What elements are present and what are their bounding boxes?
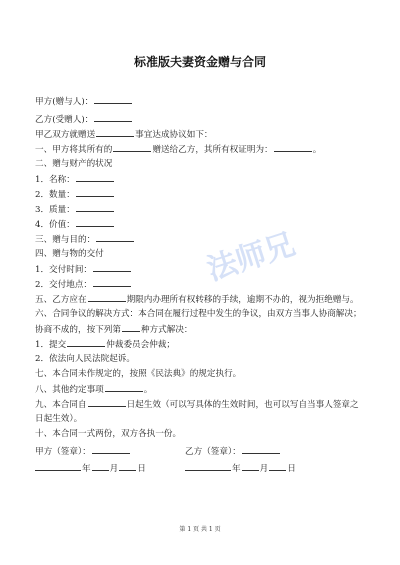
year-label: 年 [82, 464, 91, 474]
clause-8-text-after: 。 [143, 385, 153, 395]
clause-9-text-continued: 日起生效）。 [35, 414, 83, 424]
clause-2-item-label: 1．名称： [35, 175, 75, 185]
option-1-text-before: 1．提交 [35, 340, 67, 350]
fill-in-blank [76, 202, 114, 212]
fill-in-blank [94, 94, 132, 104]
fill-in-blank [93, 262, 131, 272]
document-title: 标准版夫妻资金赠与合同 [133, 55, 266, 69]
clause-7 [35, 367, 380, 382]
intro-text-after: 事宜达成协议如下： [135, 130, 213, 140]
party-b-signature-label: 乙方（签章）： [185, 447, 241, 457]
year-label: 年 [232, 464, 241, 474]
intro-line [35, 127, 380, 142]
option-2-text: 2．依法向人民法院起诉。 [35, 354, 135, 364]
clause-2-item [35, 202, 380, 217]
clause-1-text-middle: 赠送给乙方，其所有权证明为： [152, 145, 273, 155]
party-b-date [185, 461, 335, 476]
clause-1-text-before: 一、甲方将其所有的 [35, 145, 113, 155]
clause-9-text-after: 日起生效（可以写具体的生效时间，也可以写自当事人签章之 [126, 400, 359, 410]
fill-in-blank [92, 444, 130, 454]
clause-8 [35, 382, 380, 397]
party-a-line [35, 94, 380, 109]
month-label: 月 [109, 464, 119, 474]
fill-in-blank [88, 292, 126, 302]
clause-2-heading-text: 二、赠与财产的状况 [35, 159, 113, 169]
intro-text-before: 甲乙双方就赠送 [35, 130, 96, 140]
clause-6-text-before: 协商不成的，按下列第 [35, 325, 121, 335]
fill-in-blank [76, 217, 114, 227]
clause-2-item-label: 4．价值： [35, 220, 75, 230]
clause-6-line-1 [35, 307, 380, 322]
fill-in-blank [76, 187, 114, 197]
clause-10 [35, 427, 380, 442]
fill-in-blank [242, 444, 280, 454]
party-b-label: 乙方(受赠人)： [35, 115, 94, 125]
clause-4-item [35, 277, 380, 292]
page-footer: 第 1 页 共 1 页 [179, 526, 221, 533]
party-a-signature-label: 甲方（签章）： [35, 447, 91, 457]
party-b-signature [185, 444, 335, 459]
clause-6-line-2 [35, 322, 380, 337]
fill-in-blank [94, 112, 132, 122]
fill-in-blank [93, 277, 131, 287]
clause-3 [35, 232, 380, 247]
clause-6-text-after: 种方式解决： [140, 325, 193, 335]
clause-1-text-after: 。 [312, 145, 322, 155]
clause-6-option-1 [35, 337, 380, 352]
fill-in-blank [119, 461, 136, 471]
clause-2-heading [35, 157, 380, 172]
clause-3-label: 三、赠与目的： [35, 235, 96, 245]
fill-in-blank [122, 322, 140, 332]
clause-7-text: 七、本合同未作规定的，按照《民法典》的规定执行。 [35, 369, 242, 379]
clause-2-item [35, 217, 380, 232]
contract-body [35, 94, 380, 476]
clause-6-option-2 [35, 352, 380, 367]
fill-in-blank [105, 382, 143, 392]
day-label: 日 [287, 464, 296, 474]
fill-in-blank [274, 142, 312, 152]
fill-in-blank [35, 461, 81, 471]
clause-1 [35, 142, 380, 157]
party-a-label: 甲方(赠与人)： [35, 97, 94, 107]
clause-4-item-label: 2．交付地点： [35, 280, 93, 290]
fill-in-blank [269, 461, 286, 471]
fill-in-blank [67, 337, 105, 347]
clause-5-text-after: 期限内办理所有权转移的手续，逾期不办的，视为拒绝赠与。 [126, 295, 359, 305]
clause-2-item-label: 2．数量： [35, 190, 75, 200]
clause-2-item [35, 187, 380, 202]
option-1-text-after: 仲裁委员会仲裁； [106, 340, 176, 350]
clause-5-text-before: 五、乙方应在 [35, 295, 87, 305]
watermark: 法师兄 [202, 226, 300, 288]
day-label: 日 [137, 464, 146, 474]
signature-row [35, 444, 380, 459]
fill-in-blank [113, 142, 151, 152]
month-label: 月 [259, 464, 269, 474]
party-a-signature [35, 444, 185, 459]
clause-4-heading [35, 247, 380, 262]
clause-6-text: 六、合同争议的解决方式：本合同在履行过程中发生的争议，由双方当事人协商解决； [35, 309, 362, 319]
fill-in-blank [185, 461, 231, 471]
clause-5 [35, 292, 380, 307]
fill-in-blank [96, 127, 134, 137]
clause-9-line-2 [35, 412, 380, 427]
clause-8-text-before: 八、其他约定事项 [35, 385, 104, 395]
clause-4-item [35, 262, 380, 277]
party-a-date [35, 461, 185, 476]
date-row [35, 461, 380, 476]
fill-in-blank [88, 397, 126, 407]
clause-2-item [35, 172, 380, 187]
fill-in-blank [76, 172, 114, 182]
clause-4-item-label: 1．交付时间： [35, 265, 93, 275]
fill-in-blank [96, 232, 134, 242]
clause-4-heading-text: 四、赠与物的交付 [35, 249, 104, 259]
party-b-line [35, 112, 380, 127]
clause-9-line-1 [35, 397, 380, 412]
fill-in-blank [92, 461, 109, 471]
clause-10-text: 十、本合同一式两份，双方各执一份。 [35, 429, 182, 439]
clause-9-text-before: 九、本合同自 [35, 400, 87, 410]
fill-in-blank [242, 461, 259, 471]
clause-2-item-label: 3．质量： [35, 205, 75, 215]
